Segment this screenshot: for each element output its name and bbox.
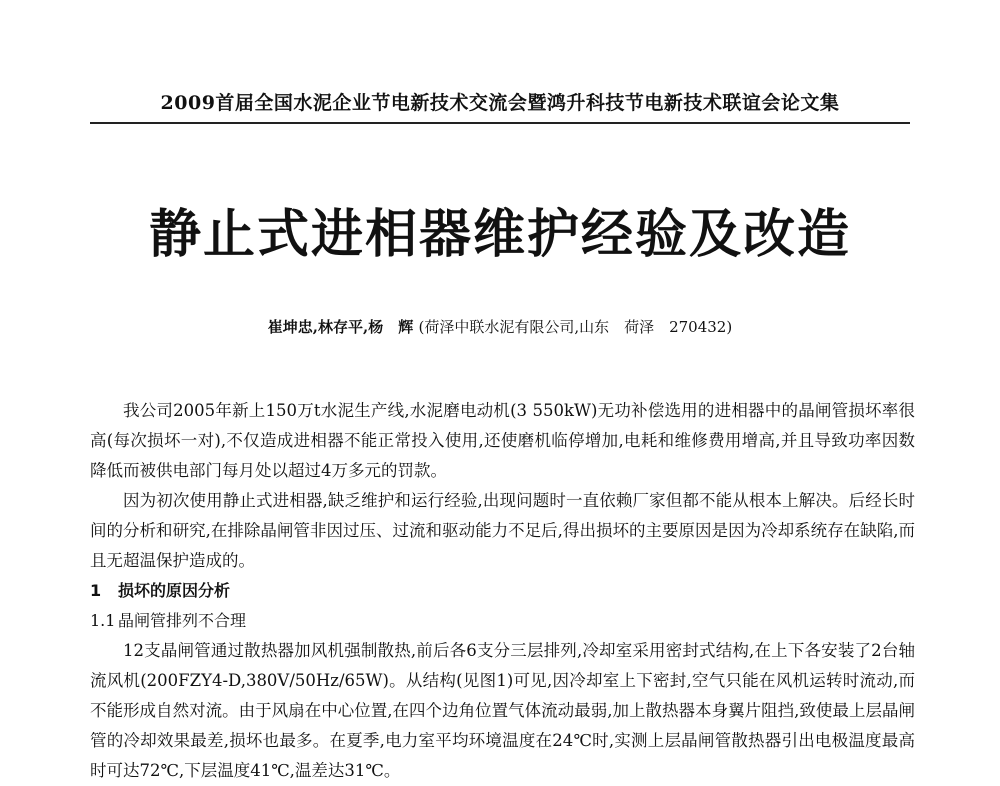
subsection-title: 晶闸管排列不合理 <box>118 611 247 630</box>
header-rule <box>90 122 910 124</box>
author-line <box>0 316 1000 337</box>
paragraph-background: 因为初次使用静止式进相器,缺乏维护和运行经验,出现问题时一直依赖厂家但都不能从根本上解决。后经长时间的分析和研究,在排除晶闸管非因过压、过流和驱动能力不足后,得出损坏的主要原因是因为冷却系统存在缺陷,而且无超温保护造成的。 <box>90 491 915 570</box>
paper-body <box>90 396 915 786</box>
subsection-heading-1-1 <box>90 606 915 636</box>
subsection-number: 1.1 <box>90 611 116 630</box>
paragraph-intro: 我公司2005年新上150万t水泥生产线,水泥磨电动机(3 550kW)无功补偿选用的进相器中的晶闸管损坏率很高(每次损坏一对),不仅造成进相器不能正常投入使用,还使磨机临停增加,电耗和维修费用增高,并且导致功率因数降低而被供电部门每月处以超过4万多元的罚款。 <box>90 401 915 480</box>
author-affiliation: (荷泽中联水泥有限公司,山东 荷泽 270432) <box>418 318 733 336</box>
author-names: 崔坤忠,林存平,杨 辉 <box>267 318 414 336</box>
proceedings-header: 2009首届全国水泥企业节电新技术交流会暨鸿升科技节电新技术联谊会论文集 <box>160 92 840 114</box>
section-title: 损坏的原因分析 <box>118 581 231 600</box>
paper-title: 静止式进相器维护经验及改造 <box>148 204 851 265</box>
paragraph-thyristor-layout: 12支晶闸管通过散热器加风机强制散热,前后各6支分三层排列,冷却室采用密封式结构,在上下各安装了2台轴流风机(200FZY4-D,380V/50Hz/65W)。从结构(见图1)可见,因冷却室上下密封,空气只能在风机运转时流动,而不能形成自然对流。由于风扇在中心位置,在四个边角位置气体流动最弱,加上散热器本身翼片阻挡,致使最上层晶闸管的冷却效果最差,损坏也最多。在夏季,电力室平均环境温度在24℃时,实测上层晶闸管散热器引出电极温度最高时可达72℃,下层温度41℃,温差达31℃。 <box>90 641 915 780</box>
section-heading-1 <box>90 576 915 606</box>
section-number: 1 <box>90 581 102 600</box>
